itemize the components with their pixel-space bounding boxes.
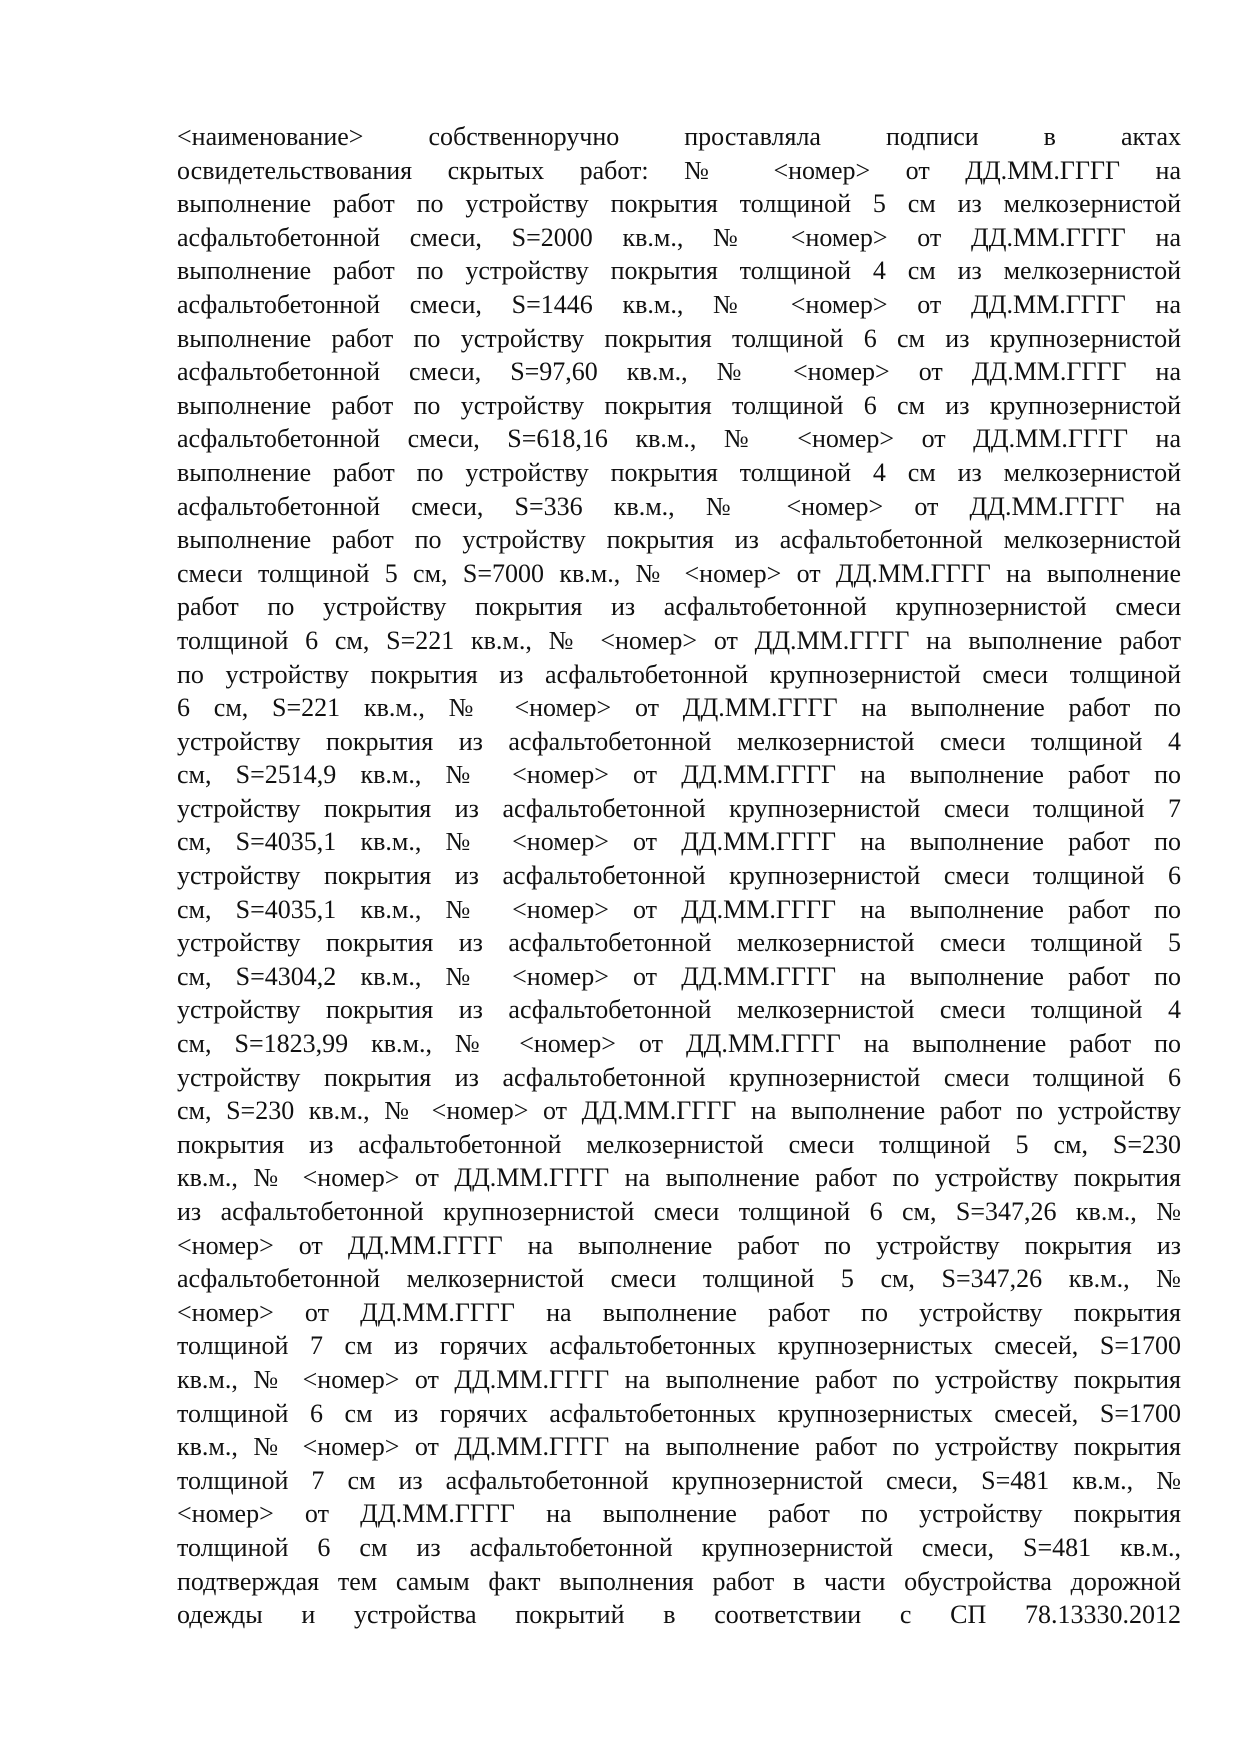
text-line: выполнение работ по устройству покрытия толщиной 4 см из мелкозернистой: [177, 256, 1181, 286]
text-line: устройству покрытия из асфальтобетонной крупнозернистой смеси толщиной 7: [177, 793, 1181, 823]
text-line: <номер> от ДД.ММ.ГГГГ на выполнение работ по устройству покрытия из: [177, 1230, 1181, 1260]
text-line: толщиной 7 см из асфальтобетонной крупнозернистой смеси, S=481 кв.м., №: [177, 1465, 1181, 1495]
text-line: см, S=230 кв.м., № <номер> от ДД.ММ.ГГГГ на выполнение работ по устройству: [177, 1096, 1181, 1126]
text-line: устройству покрытия из асфальтобетонной мелкозернистой смеси толщиной 4: [177, 726, 1181, 756]
text-line: покрытия из асфальтобетонной мелкозернистой смеси толщиной 5 см, S=230: [177, 1129, 1181, 1159]
text-line: по устройству покрытия из асфальтобетонной крупнозернистой смеси толщиной: [177, 659, 1181, 689]
text-line: асфальтобетонной смеси, S=97,60 кв.м., № <номер> от ДД.ММ.ГГГГ на: [177, 357, 1181, 387]
text-line: устройству покрытия из асфальтобетонной мелкозернистой смеси толщиной 4: [177, 995, 1181, 1025]
text-line: см, S=4035,1 кв.м., № <номер> от ДД.ММ.ГГГГ на выполнение работ по: [177, 894, 1181, 924]
text-line: см, S=4035,1 кв.м., № <номер> от ДД.ММ.ГГГГ на выполнение работ по: [177, 827, 1181, 857]
text-line: толщиной 6 см из асфальтобетонной крупнозернистой смеси, S=481 кв.м.,: [177, 1532, 1181, 1562]
text-line: кв.м., № <номер> от ДД.ММ.ГГГГ на выполнение работ по устройству покрытия: [177, 1432, 1181, 1462]
text-line: толщиной 6 см из горячих асфальтобетонных крупнозернистых смесей, S=1700: [177, 1398, 1181, 1428]
text-line: одежды и устройства покрытий в соответствии с СП 78.13330.2012: [177, 1600, 1181, 1630]
text-line: толщиной 7 см из горячих асфальтобетонных крупнозернистых смесей, S=1700: [177, 1331, 1181, 1361]
text-line: выполнение работ по устройству покрытия толщиной 6 см из крупнозернистой: [177, 390, 1181, 420]
text-line: см, S=4304,2 кв.м., № <номер> от ДД.ММ.ГГГГ на выполнение работ по: [177, 961, 1181, 991]
text-line: 6 см, S=221 кв.м., № <номер> от ДД.ММ.ГГГГ на выполнение работ по: [177, 693, 1181, 723]
text-line: устройству покрытия из асфальтобетонной крупнозернистой смеси толщиной 6: [177, 861, 1181, 891]
text-line: работ по устройству покрытия из асфальтобетонной крупнозернистой смеси: [177, 592, 1181, 622]
text-line: из асфальтобетонной крупнозернистой смеси толщиной 6 см, S=347,26 кв.м., №: [177, 1197, 1181, 1226]
text-line: толщиной 6 см, S=221 кв.м., № <номер> от ДД.ММ.ГГГГ на выполнение работ: [177, 625, 1181, 655]
text-line: асфальтобетонной смеси, S=336 кв.м., № <номер> от ДД.ММ.ГГГГ на: [177, 491, 1181, 521]
text-line: устройству покрытия из асфальтобетонной мелкозернистой смеси толщиной 5: [177, 928, 1181, 958]
text-line: асфальтобетонной смеси, S=618,16 кв.м., № <номер> от ДД.ММ.ГГГГ на: [177, 424, 1181, 454]
text-line: выполнение работ по устройству покрытия толщиной 6 см из крупнозернистой: [177, 323, 1181, 353]
text-line: см, S=2514,9 кв.м., № <номер> от ДД.ММ.ГГГГ на выполнение работ по: [177, 760, 1181, 790]
text-line: <номер> от ДД.ММ.ГГГГ на выполнение работ по устройству покрытия: [177, 1499, 1181, 1529]
text-line: кв.м., № <номер> от ДД.ММ.ГГГГ на выполнение работ по устройству покрытия: [177, 1163, 1181, 1193]
text-line: подтверждая тем самым факт выполнения работ в части обустройства дорожной: [177, 1566, 1181, 1596]
text-line: асфальтобетонной смеси, S=2000 кв.м., № <номер> от ДД.ММ.ГГГГ на: [177, 222, 1181, 252]
text-line: смеси толщиной 5 см, S=7000 кв.м., № <номер> от ДД.ММ.ГГГГ на выполнение: [177, 558, 1181, 588]
text-line: выполнение работ по устройству покрытия из асфальтобетонной мелкозернистой: [177, 525, 1181, 555]
text-line: кв.м., № <номер> от ДД.ММ.ГГГГ на выполнение работ по устройству покрытия: [177, 1364, 1181, 1394]
text-line: выполнение работ по устройству покрытия толщиной 4 см из мелкозернистой: [177, 457, 1181, 487]
text-line: выполнение работ по устройству покрытия толщиной 5 см из мелкозернистой: [177, 189, 1181, 219]
text-line: асфальтобетонной мелкозернистой смеси толщиной 5 см, S=347,26 кв.м., №: [177, 1264, 1181, 1294]
text-line: <номер> от ДД.ММ.ГГГГ на выполнение работ по устройству покрытия: [177, 1297, 1181, 1327]
text-line: асфальтобетонной смеси, S=1446 кв.м., № <номер> от ДД.ММ.ГГГГ на: [177, 289, 1181, 319]
text-line: <наименование> собственноручно проставляла подписи в актах: [177, 122, 1181, 151]
text-line: см, S=1823,99 кв.м., № <номер> от ДД.ММ.ГГГГ на выполнение работ по: [177, 1029, 1181, 1059]
text-line: устройству покрытия из асфальтобетонной крупнозернистой смеси толщиной 6: [177, 1062, 1181, 1092]
text-line: освидетельствования скрытых работ: № <номер> от ДД.ММ.ГГГГ на: [177, 155, 1181, 185]
body-paragraph: [177, 120, 1181, 1632]
